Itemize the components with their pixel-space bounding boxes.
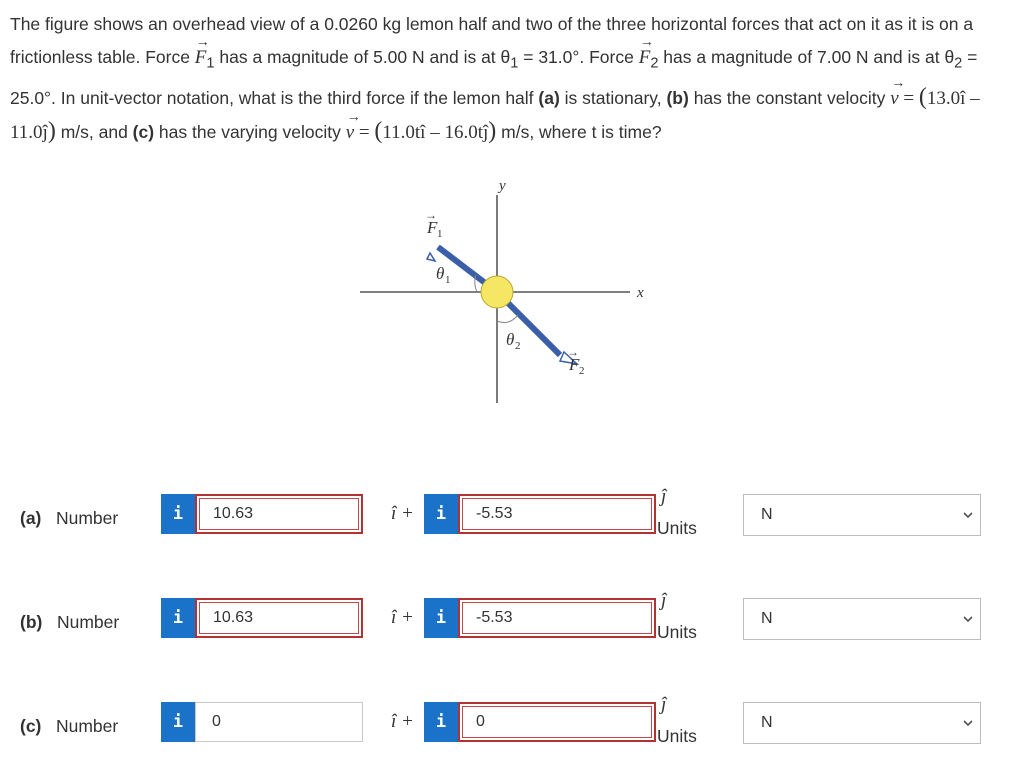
x-axis-label: x xyxy=(637,285,644,301)
i-hat-symbol: î + xyxy=(391,711,414,732)
units-label: Units xyxy=(657,622,697,642)
i-hat-symbol: î + xyxy=(391,607,414,628)
part-b-tag: (b) xyxy=(666,87,689,108)
units-select[interactable] xyxy=(743,702,981,744)
subscript: 1 xyxy=(206,55,215,72)
y-axis-label: y xyxy=(499,178,506,194)
f1-label-arrow: → xyxy=(425,208,437,222)
theta-2-label: θ xyxy=(506,330,515,349)
force-1-arrowhead xyxy=(427,253,435,261)
i-hat-symbol: î + xyxy=(391,503,414,524)
question-segment: = 31.0°. Force xyxy=(518,47,639,67)
f1-label: F xyxy=(427,218,438,237)
part-c-tag: (c) xyxy=(132,121,155,142)
equals: = xyxy=(898,87,919,109)
question-segment: has a magnitude of 7.00 N and is at θ xyxy=(658,47,955,67)
info-button-y[interactable]: i xyxy=(424,494,458,534)
f2-label-arrow: → xyxy=(567,345,579,359)
question-segment: m/s, where t is time? xyxy=(496,121,662,142)
minus: – xyxy=(425,121,445,143)
question-segment: is stationary, xyxy=(559,87,667,108)
question-segment: = 25.0°. In unit-vector notation, what is the third force if the lemon half xyxy=(10,47,978,108)
y-component-input[interactable]: -5.53 xyxy=(458,598,656,638)
j-hat-symbol: ĵ xyxy=(661,486,667,507)
row-label: (b) Number xyxy=(20,612,120,632)
question-segment: has the constant velocity xyxy=(688,87,891,108)
subscript: 1 xyxy=(510,55,519,72)
y-component-input[interactable]: 0 xyxy=(458,702,656,742)
subscript: 2 xyxy=(954,55,963,72)
info-button-x[interactable]: i xyxy=(161,702,195,742)
paren-open: ( xyxy=(918,83,927,110)
velocity-c-j: 16.0tĵ xyxy=(444,121,489,143)
force-symbol: → F xyxy=(195,41,207,74)
x-component-input[interactable]: 0 xyxy=(195,702,363,742)
theta-2-sub: 2 xyxy=(515,340,521,352)
theta-1-sub: 1 xyxy=(445,274,451,286)
force-diagram xyxy=(355,175,665,420)
chevron-down-icon xyxy=(962,717,974,729)
f2-label: F xyxy=(569,355,580,374)
lemon-half xyxy=(481,276,513,308)
answer-row-b xyxy=(0,590,1012,648)
theta-2-arc xyxy=(497,315,518,323)
units-select-value: N xyxy=(761,610,773,627)
chevron-down-icon xyxy=(962,509,974,521)
x-component-input[interactable]: 10.63 xyxy=(195,494,363,534)
subscript: 2 xyxy=(650,55,659,72)
j-hat-symbol: ĵ xyxy=(661,694,667,715)
question-segment: has the varying velocity xyxy=(154,121,346,142)
paren-close: ) xyxy=(488,117,497,144)
info-button-y[interactable]: i xyxy=(424,702,458,742)
f2-label-sub: 2 xyxy=(579,365,585,377)
question-segment: has a magnitude of 5.00 N and is at θ xyxy=(214,47,511,67)
force-symbol: → F xyxy=(639,41,651,74)
info-button-y[interactable]: i xyxy=(424,598,458,638)
answer-row-c xyxy=(0,694,1012,752)
minus: – xyxy=(965,87,980,109)
x-component-input[interactable]: 10.63 xyxy=(195,598,363,638)
velocity-c-i: 11.0tî xyxy=(382,121,426,143)
question-segment: The figure shows an overhead view of a 0.0260 kg lemon half and two of the three horizontal forces that act on it as it is on a frictionless table. Force xyxy=(10,14,974,67)
answer-row-a xyxy=(0,486,1012,544)
info-button-x[interactable]: i xyxy=(161,494,195,534)
units-label: Units xyxy=(657,726,697,746)
velocity-symbol: → v xyxy=(890,82,898,115)
question-text xyxy=(10,8,1000,149)
paren-open: ( xyxy=(374,117,383,144)
info-button-x[interactable]: i xyxy=(161,598,195,638)
theta-1-label: θ xyxy=(436,264,445,283)
units-select-value: N xyxy=(761,506,773,523)
units-select[interactable] xyxy=(743,598,981,640)
units-select-value: N xyxy=(761,714,773,731)
row-label: (a) Number xyxy=(20,508,119,528)
units-select[interactable] xyxy=(743,494,981,536)
f1-label-sub: 1 xyxy=(437,228,443,240)
paren-close: ) xyxy=(47,117,56,144)
y-component-input[interactable]: -5.53 xyxy=(458,494,656,534)
j-hat-symbol: ĵ xyxy=(661,590,667,611)
question-segment: m/s, and xyxy=(55,121,133,142)
velocity-b-j: 11.0ĵ xyxy=(10,121,48,143)
units-label: Units xyxy=(657,518,697,538)
chevron-down-icon xyxy=(962,613,974,625)
equals: = xyxy=(354,121,375,143)
part-a-tag: (a) xyxy=(538,87,560,108)
velocity-symbol: → v xyxy=(346,116,354,149)
row-label: (c) Number xyxy=(20,716,119,736)
velocity-b-i: 13.0î xyxy=(926,87,966,109)
